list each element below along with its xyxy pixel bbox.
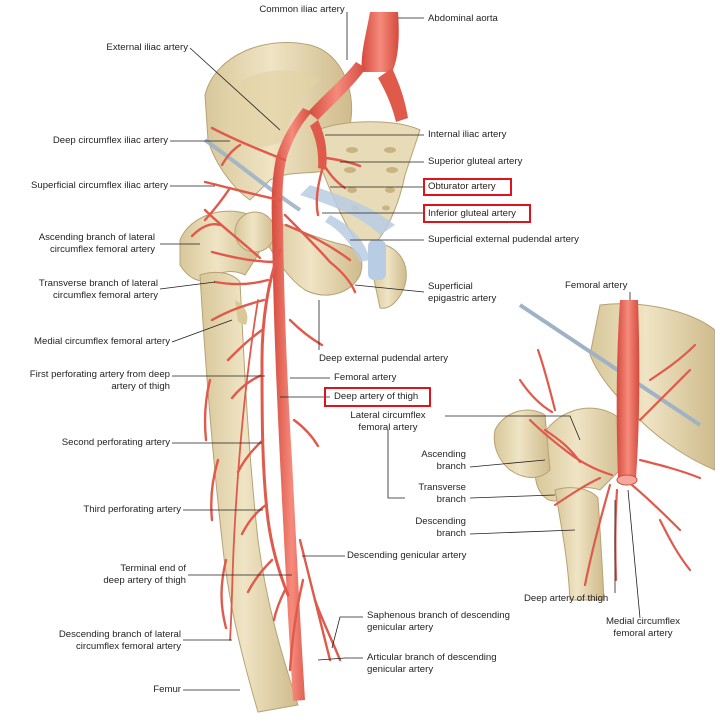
inset-label-medial-circumflex: Medial circumflex femoral artery (605, 616, 681, 639)
inset-label-deep-thigh: Deep artery of thigh (524, 593, 609, 604)
label-deep-thigh: Deep artery of thigh (334, 391, 419, 402)
label-medial-circumflex: Medial circumflex femoral artery (34, 336, 170, 347)
label-deep-circumflex-iliac: Deep circumflex iliac artery (52, 135, 168, 146)
inset-label-ascending: Ascending branch (421, 449, 466, 472)
label-superficial-external-pudendal: Superficial external pudendal artery (428, 234, 579, 245)
label-external-iliac: External iliac artery (106, 42, 188, 53)
label-abdominal-aorta: Abdominal aorta (428, 13, 498, 24)
inset-label-transverse: Transverse branch (418, 482, 466, 505)
label-terminal-end: Terminal end of deep artery of thigh (103, 563, 186, 586)
inset-label-descending: Descending branch (415, 516, 466, 539)
inset-label-lateral-circumflex: Lateral circumflex femoral artery (350, 410, 426, 433)
label-third-perforating: Third perforating artery (83, 504, 181, 515)
label-articular-branch: Articular branch of descending genicular artery (367, 652, 497, 675)
label-ascending-lateral: Ascending branch of lateral circumflex femoral artery (38, 232, 155, 255)
label-femoral: Femoral artery (334, 372, 397, 383)
inset-illustration (494, 300, 715, 600)
label-second-perforating: Second perforating artery (61, 437, 170, 448)
label-superior-gluteal: Superior gluteal artery (428, 156, 523, 167)
label-first-perforating: First perforating artery from deep artery of thigh (29, 369, 170, 392)
label-common-iliac: Common iliac artery (259, 4, 345, 15)
inset-label-femoral: Femoral artery (565, 280, 628, 291)
label-inferior-gluteal: Inferior gluteal artery (428, 208, 516, 219)
label-femur: Femur (153, 684, 181, 695)
label-deep-external-pudendal: Deep external pudendal artery (319, 353, 449, 364)
label-superficial-circumflex-iliac: Superficial circumflex iliac artery (30, 180, 168, 191)
label-transverse-lateral: Transverse branch of lateral circumflex femoral artery (38, 278, 158, 301)
label-saphenous-branch: Saphenous branch of descending genicular artery (367, 610, 510, 633)
label-descending-lateral: Descending branch of lateral circumflex femoral artery (58, 629, 181, 652)
label-descending-genicular: Descending genicular artery (347, 550, 467, 561)
label-superficial-epigastric: Superficial epigastric artery (428, 281, 497, 304)
label-internal-iliac: Internal iliac artery (428, 129, 507, 140)
label-obturator: Obturator artery (428, 181, 496, 192)
